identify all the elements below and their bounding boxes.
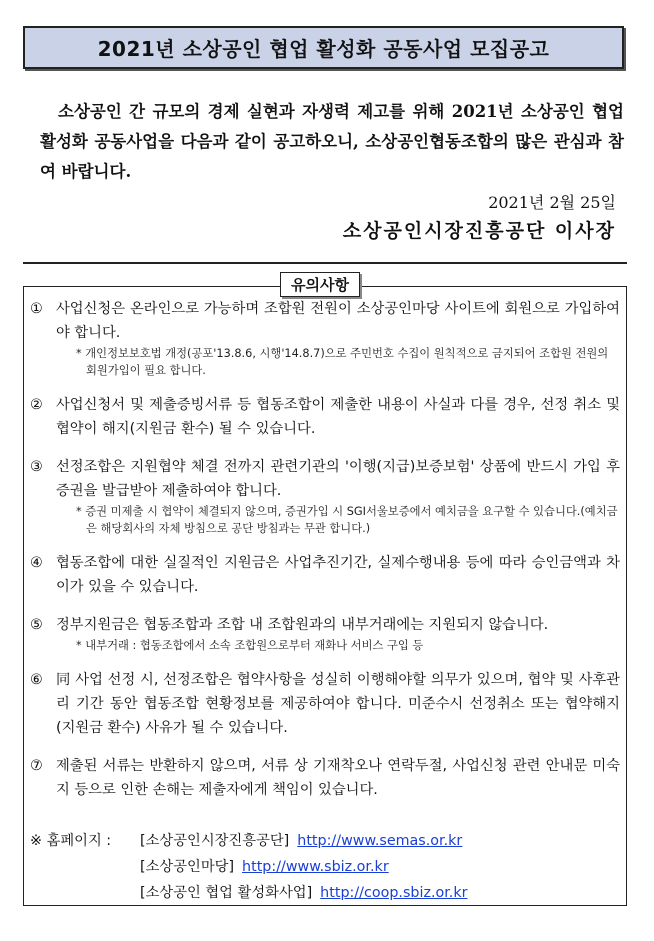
notice-item-footnote: * 개인정보보호법 개정(공포'13.8.6, 시행'14.8.7)으로 주민번호 수집이 원칙적으로 금지되어 조합원 전원의 회원가입이 필요 합니다. (76, 347, 609, 377)
notice-item-number: ① (30, 301, 43, 317)
notice-item-number: ④ (30, 555, 43, 571)
intro-section (40, 97, 624, 187)
notice-list (30, 297, 620, 816)
homepage-row (30, 854, 620, 880)
notice-item-number: ⑦ (30, 758, 43, 774)
notice-item-text: 사업신청은 온라인으로 가능하며 조합원 전원이 소상공인마당 사이트에 회원으로 가입하여야 합니다. (56, 301, 620, 341)
notice-item-footnote: * 내부거래 : 협동조합에서 소속 조합원으로부터 재화나 서비스 구입 등 (76, 639, 424, 652)
homepage-site-name: [소상공인시장진흥공단] (140, 833, 290, 849)
notice-item-footnote: * 증권 미제출 시 협약이 체결되지 않으며, 증권가입 시 SGI서울보증에서 예치금을 요구할 수 있습니다.(예치금은 해당회사의 자체 방침으로 공단 방침과는 무관 합니다.) (76, 505, 618, 535)
notice-title: 유의사항 (280, 272, 360, 297)
notice-item (30, 754, 620, 802)
notice-item-number: ② (30, 397, 43, 413)
notice-item-text: 정부지원금은 협동조합과 조합 내 조합원과의 내부거래에는 지원되지 않습니다. (56, 617, 549, 633)
homepage-row (30, 828, 620, 854)
notice-item (30, 668, 620, 740)
intro-text: 소상공인 간 규모의 경제 실현과 자생력 제고를 위해 2021년 소상공인 협업 활성화 공동사업을 다음과 같이 공고하오니, 소상공인협동조합의 많은 관심과 참여 바랍니다. (40, 102, 624, 181)
notice-item-text: 제출된 서류는 반환하지 않으며, 서류 상 기재착오나 연락두절, 사업신청 관련 안내문 미숙지 등으로 인한 손해는 제출자에게 책임이 있습니다. (56, 758, 620, 798)
homepage-link[interactable]: http://www.semas.or.kr (297, 833, 463, 849)
homepage-link[interactable]: http://coop.sbiz.or.kr (320, 885, 468, 901)
homepage-label (30, 880, 140, 906)
announcement-date: 2021년 2월 25일 (488, 193, 616, 212)
homepage-site-name: [소상공인마당] (140, 859, 235, 875)
notice-item (30, 551, 620, 599)
notice-item (30, 613, 620, 654)
notice-item-text: 선정조합은 지원협약 체결 전까지 관련기관의 '이행(지급)보증보험' 상품에 반드시 가입 후 증권을 발급받아 제출하여야 합니다. (56, 459, 620, 499)
homepage-label: ※ 홈페이지 : (30, 833, 112, 849)
notice-item-number: ③ (30, 459, 43, 475)
divider (23, 262, 627, 264)
homepage-row (30, 880, 620, 906)
title-box (23, 26, 624, 69)
notice-item (30, 393, 620, 441)
homepage-link[interactable]: http://www.sbiz.or.kr (242, 859, 389, 875)
homepage-section (30, 828, 620, 906)
notice-item-number: ⑤ (30, 617, 43, 633)
notice-item-text: 협동조합에 대한 실질적인 지원금은 사업추진기간, 실제수행내용 등에 따라 승인금액과 차이가 있을 수 있습니다. (56, 555, 620, 595)
notice-item (30, 455, 620, 537)
notice-item (30, 297, 620, 379)
homepage-site-name: [소상공인 협업 활성화사업] (140, 885, 313, 901)
notice-item-text: 사업신청서 및 제출증빙서류 등 협동조합이 제출한 내용이 사실과 다를 경우, 선정 취소 및 협약이 해지(지원금 환수) 될 수 있습니다. (56, 397, 620, 437)
page-title: 2021년 소상공인 협업 활성화 공동사업 모집공고 (97, 37, 550, 61)
homepage-label (30, 854, 140, 880)
notice-item-text: 同 사업 선정 시, 선정조합은 협약사항을 성실히 이행해야할 의무가 있으며, 협약 및 사후관리 기간 동안 협동조합 현황정보를 제공하여야 합니다. 미준수시 선정취소 또는 협약해지(지원금 환수) 사유가 될 수 있습니다. (56, 672, 620, 736)
notice-item-number: ⑥ (30, 672, 43, 688)
organization-name: 소상공인시장진흥공단 이사장 (342, 220, 616, 242)
